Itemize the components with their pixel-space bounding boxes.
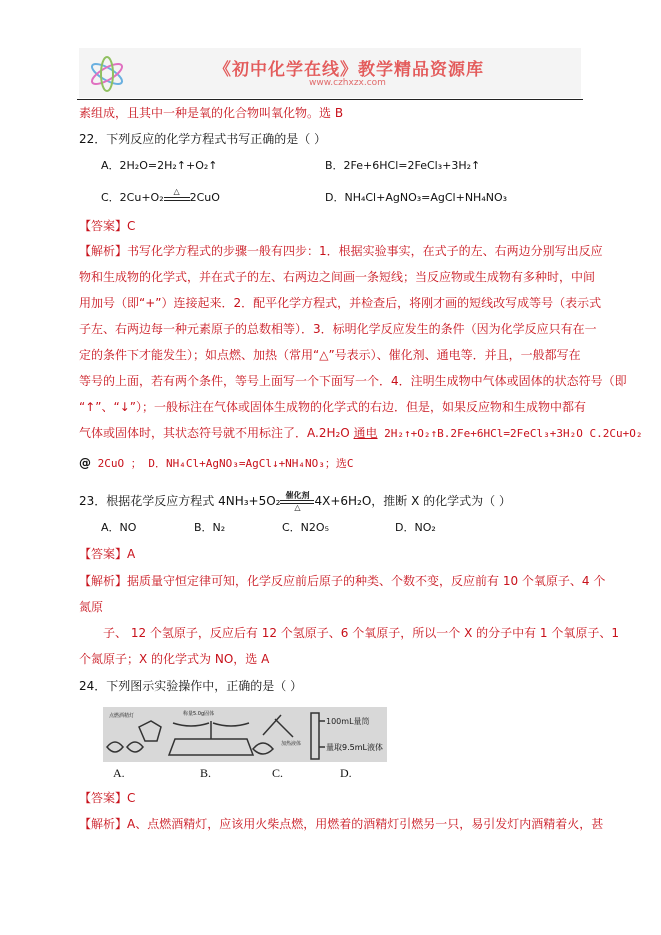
q22-option-c-left: C．2Cu+O₂	[101, 191, 164, 204]
q22-analysis-line	[79, 455, 354, 472]
q22-analysis-line: “↑”、“↓”）；一般标注在气体或固体生成物的化学式的右边．但是，如果反应物和生成物中都有	[79, 400, 586, 414]
header-title: 《初中化学在线》教学精品资源库	[214, 60, 484, 80]
broken-symbol-icon: @	[79, 456, 91, 470]
q24-option-c: C.	[272, 766, 284, 780]
caption-d1: 100mL量筒	[326, 717, 370, 726]
catalyst-label: 催化剂	[285, 490, 310, 500]
lab-equipment-illustration	[103, 707, 387, 762]
caption-c: 加热液体	[281, 741, 302, 747]
q24-option-b: B.	[200, 766, 212, 780]
q22-stem: 22．下列反应的化学方程式书写正确的是（ ）	[79, 132, 327, 146]
q24-option-a: A.	[113, 766, 125, 780]
q22-analysis-line: 子左、右两边每一种元素原子的总数相等）．3．标明化学反应发生的条件（因为化学反应只有在一	[79, 322, 597, 336]
q24-stem: 24．下列图示实验操作中，正确的是（ ）	[79, 679, 303, 693]
q23-stem	[79, 490, 511, 512]
q23-analysis-line: 氮原	[79, 600, 104, 614]
analysis-text: 2CuO ； D．NH₄Cl+AgNO₃=AgCl↓+NH₄NO₃；选C	[91, 457, 354, 470]
caption-a: 点燃酒精灯	[109, 713, 135, 719]
q22-analysis-line: 等号的上面，若有两个条件，等号上面写一个下面写一个．4．注明生成物中气体或固体的状态符号（即	[79, 374, 627, 388]
q22-option-b: B．2Fe+6HCl=2FeCl₃+3H₂↑	[325, 159, 481, 172]
atom-logo-icon	[87, 53, 127, 95]
q23-stem-a: 23．根据花学反应方程式 4NH₃+5O₂	[79, 494, 281, 508]
q22-answer: 【答案】C	[79, 219, 136, 233]
q22-option-a: A．2H₂O=2H₂↑+O₂↑	[101, 159, 218, 172]
header-url: www.czhxzx.com	[309, 78, 386, 88]
q23-option-b: B．N₂	[194, 521, 226, 534]
analysis-text: 气体或固体时，其状态符号就不用标注了．A.2H₂O	[79, 426, 354, 440]
q24-answer: 【答案】C	[79, 791, 136, 805]
q22-option-c	[101, 187, 220, 206]
q23-option-d: D．NO₂	[395, 521, 436, 534]
lab-operations-image	[103, 707, 387, 762]
q23-stem-b: 4X+6H₂O，推断 X 的化学式为（ ）	[314, 494, 511, 508]
q23-analysis-line: 【解析】据质量守恒定律可知，化学反应前后原子的种类、个数不变，反应前有 10 个氧原子、4 个	[79, 574, 606, 588]
header-banner	[79, 48, 581, 98]
analysis-equations: 2H₂↑+O₂↑B.2Fe+6HCl=2FeCl₃+3H₂O C.2Cu+O₂	[377, 427, 643, 440]
q23-answer: 【答案】A	[79, 547, 136, 561]
q23-analysis-line: 子、 12 个氢原子，反应后有 12 个氢原子、6 个氧原子，所以一个 X 的分子中有 1 个氧原子、1	[103, 626, 619, 640]
q23-option-a: A．NO	[101, 521, 137, 534]
q23-option-c: C．N2O₅	[282, 521, 329, 534]
q24-option-d: D.	[340, 766, 352, 780]
q22-analysis-line: 用加号（即“+”）连接起来．2．配平化学方程式，并检查后，将刚才画的短线改写成等号（表示式	[79, 296, 602, 310]
caption-d2: 量取9.5mL液体	[326, 743, 383, 752]
carryover-text: 素组成，且其中一种是氧的化合物叫氧化物。选 B	[79, 106, 344, 120]
heat-symbol: △	[173, 187, 180, 196]
q22-analysis-line: 物和生成物的化学式，并在式子的左、右两边之间画一条短线；当反应物或生成物有多种时，中间	[79, 270, 596, 284]
q23-analysis-line: 个氮原子；X 的化学式为 NO，选 A	[79, 652, 270, 666]
q22-option-c-right: 2CuO	[189, 191, 220, 204]
catalyst-heat-condition	[280, 490, 314, 512]
q22-option-d: D．NH₄Cl+AgNO₃=AgCl+NH₄NO₃	[325, 191, 508, 204]
q22-analysis-line: 【解析】书写化学方程式的步骤一般有四步：1．根据实验事实，在式子的左、右两边分别写出反应	[79, 244, 603, 258]
header-divider	[77, 99, 583, 100]
q24-analysis-line: 【解析】A、点燃酒精灯，应该用火柴点燃，用燃着的酒精灯引燃另一只，易引发灯内酒精着火，甚	[79, 817, 604, 831]
q22-analysis-line	[79, 425, 642, 442]
heat-symbol: △	[294, 502, 301, 512]
q22-analysis-line: 定的条件下才能发生）；如点燃、加热（常用“△”号表示）、催化剂、通电等．并且，一般都写在	[79, 348, 581, 362]
electrolysis-condition: 通电	[353, 426, 378, 440]
heat-condition	[164, 187, 190, 206]
caption-b: 称量5.0g固体	[183, 711, 215, 717]
